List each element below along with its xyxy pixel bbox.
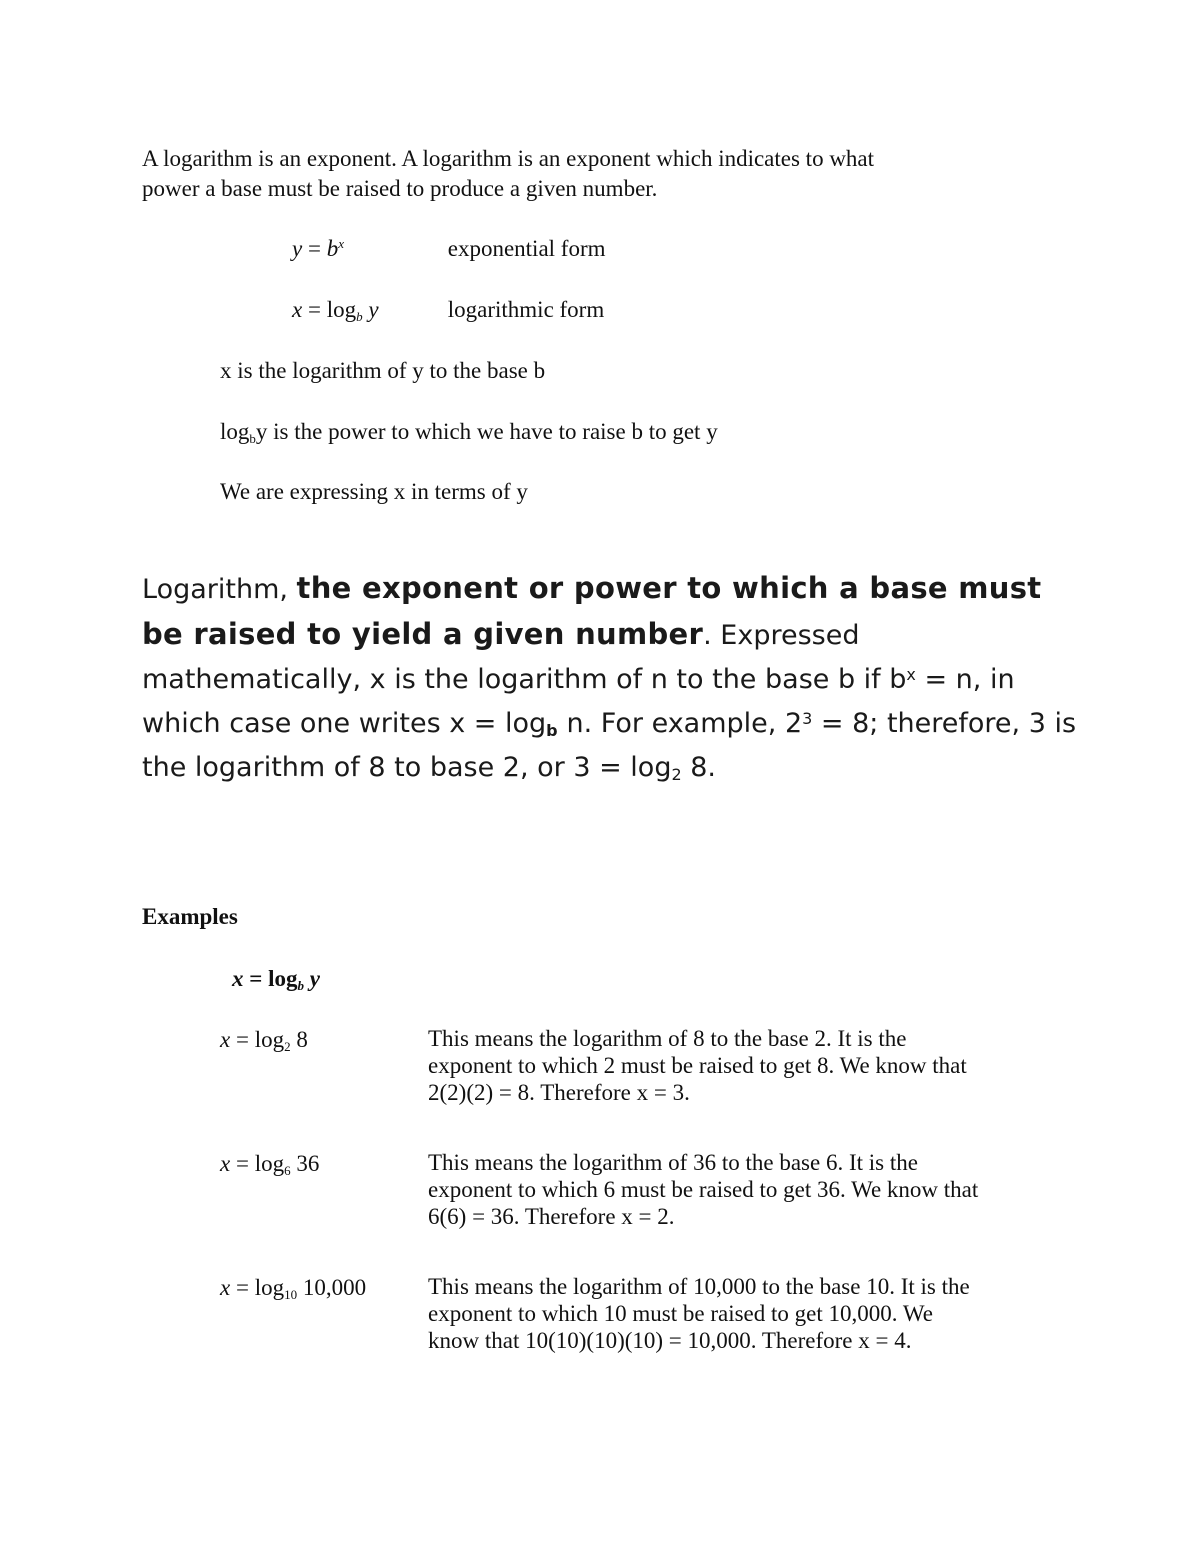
log-eq: = log bbox=[302, 297, 357, 322]
example-line-2: exponent to which 10 must be raised to get 10,000. We bbox=[428, 1301, 933, 1326]
definition-part-4: = 8; therefore, 3 is the logarithm of 8 to base 2, or 3 = log bbox=[142, 708, 1077, 783]
example-lhs: x bbox=[220, 1151, 231, 1176]
definition-sup-3: 3 bbox=[802, 709, 813, 728]
exponential-form-row bbox=[292, 234, 792, 264]
definition-bold: the exponent or power to which a base must be raised to yield a given number bbox=[142, 571, 1042, 651]
example-base: 10 bbox=[284, 1287, 298, 1302]
example-line-3: 6(6) = 36. Therefore x = 2. bbox=[428, 1204, 675, 1229]
note2-text: y is the power to which we have to raise b to get y bbox=[255, 419, 718, 444]
definition-sub-2: 2 bbox=[671, 765, 682, 784]
exp-eq: = bbox=[302, 236, 327, 261]
example-base: 6 bbox=[284, 1163, 291, 1178]
general-log-formula bbox=[232, 964, 320, 994]
example-line-1: This means the logarithm of 8 to the base 2. It is the bbox=[428, 1026, 907, 1051]
definition-sup-x: x bbox=[906, 665, 916, 684]
intro-line-2: power a base must be raised to produce a given number. bbox=[142, 176, 658, 201]
exponential-formula bbox=[292, 234, 442, 264]
intro-paragraph bbox=[142, 144, 1042, 204]
log-base: b bbox=[356, 309, 363, 324]
note2-log: log bbox=[220, 419, 250, 444]
example-arg: 8 bbox=[290, 1027, 308, 1052]
example-arg: 10,000 bbox=[297, 1275, 367, 1300]
example-explanation bbox=[428, 1025, 1008, 1106]
example-explanation bbox=[428, 1273, 1008, 1354]
example-eq: = log bbox=[230, 1275, 285, 1300]
exp-power: x bbox=[338, 236, 344, 251]
intro-line-1: A logarithm is an exponent. A logarithm is an exponent which indicates to what bbox=[142, 146, 875, 171]
example-formula bbox=[220, 1149, 420, 1179]
example-line-2: exponent to which 6 must be raised to get 36. We know that bbox=[428, 1177, 979, 1202]
example-line-1: This means the logarithm of 36 to the base 6. It is the bbox=[428, 1150, 918, 1175]
example-base: 2 bbox=[284, 1039, 291, 1054]
definition-sub-b: b bbox=[546, 721, 558, 740]
example-formula bbox=[220, 1273, 420, 1303]
example-formula bbox=[220, 1025, 420, 1055]
example-eq: = log bbox=[230, 1027, 285, 1052]
definition-part-5: 8. bbox=[681, 752, 716, 783]
examples-heading: Examples bbox=[142, 904, 238, 929]
exponential-form-label: exponential form bbox=[447, 236, 606, 261]
log-arg: y bbox=[362, 297, 379, 322]
logarithmic-form-label: logarithmic form bbox=[447, 297, 605, 322]
exp-lhs: y bbox=[292, 236, 303, 261]
log-lhs: x bbox=[292, 297, 303, 322]
exp-base: b bbox=[326, 236, 339, 261]
logarithmic-form-row bbox=[292, 295, 792, 325]
example-arg: 36 bbox=[290, 1151, 320, 1176]
example-lhs: x bbox=[220, 1275, 231, 1300]
logarithm-definition bbox=[142, 566, 1082, 790]
note-expressing-x: We are expressing x in terms of y bbox=[220, 479, 528, 504]
note-logarithm-of-y: x is the logarithm of y to the base b bbox=[220, 358, 546, 383]
logarithmic-formula bbox=[292, 295, 442, 325]
definition-term: Logarithm, bbox=[142, 574, 297, 605]
example-eq: = log bbox=[230, 1151, 285, 1176]
example-line-2: exponent to which 2 must be raised to get 8. We know that bbox=[428, 1053, 967, 1078]
note-power-to-raise bbox=[220, 417, 718, 447]
definition-part-2: = n, in which case one writes x = log bbox=[142, 664, 1015, 739]
general-eq: = log bbox=[243, 966, 298, 991]
definition-part-3: n. For example, 2 bbox=[557, 708, 803, 739]
note2-base: b bbox=[249, 431, 256, 446]
general-lhs: x bbox=[232, 966, 244, 991]
definition-part-1: . Expressed mathematically, x is the logarithm of n to the base b if b bbox=[142, 620, 907, 695]
general-arg: y bbox=[304, 966, 320, 991]
example-lhs: x bbox=[220, 1027, 231, 1052]
general-base: b bbox=[297, 978, 304, 993]
example-line-3: know that 10(10)(10)(10) = 10,000. Therefore x = 4. bbox=[428, 1328, 912, 1353]
example-explanation bbox=[428, 1149, 1008, 1230]
example-line-3: 2(2)(2) = 8. Therefore x = 3. bbox=[428, 1080, 690, 1105]
example-line-1: This means the logarithm of 10,000 to the base 10. It is the bbox=[428, 1274, 970, 1299]
